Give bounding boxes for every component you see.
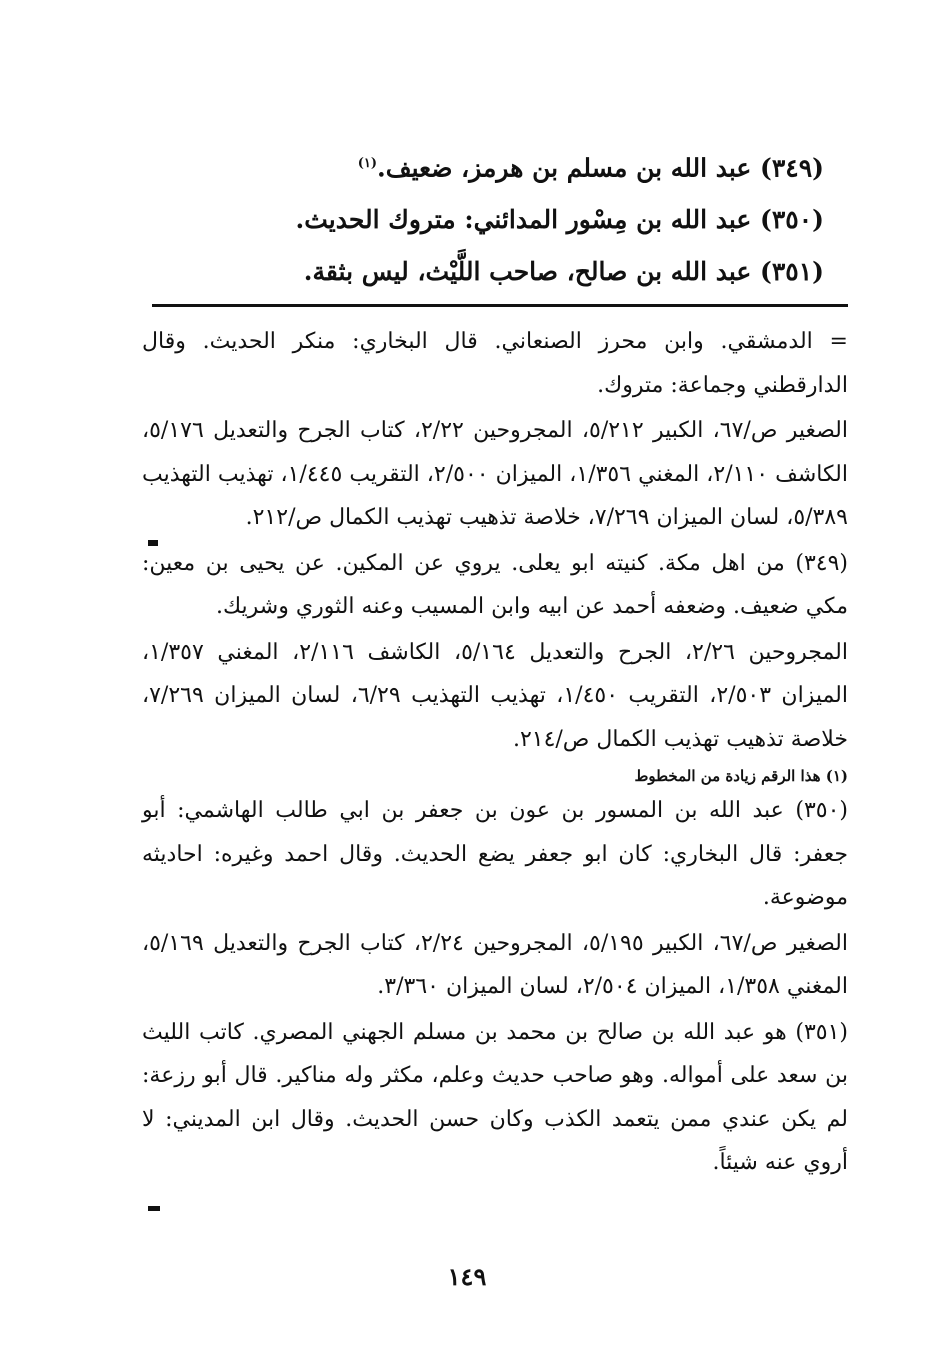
note-continuation: = الدمشقي. وابن محرز الصنعاني. قال البخاري: منكر الحديث. وقال الدارقطني وجماعة: متروك. [142, 329, 848, 398]
main-entries [295, 138, 824, 298]
note-351: (٣٥١) هو عبد الله بن صالح بن محمد بن مسلم الجهني المصري. كاتب الليث بن سعد على أمواله. وهو صاحب حديث وعلم، مكثر وله مناكير. قال أبو رزعة: لم يكن عندي ممن يتعمد الكذب وكان حسن الحديث. وقال ابن المديني: لا أروي عنه شيئاً. [142, 1019, 848, 1175]
footnote: (١) هذا الرقم زيادة من المخطوط [634, 767, 848, 785]
entry-349-text: (٣٤٩) عبد الله بن مسلم بن هرمز، ضعيف. [377, 153, 824, 183]
continuation-marker [148, 1206, 160, 1211]
entry-350: (٣٥٠) عبد الله بن مِسْور المدائني: متروك الحديث. [295, 205, 824, 235]
separator-rule [152, 304, 848, 307]
page-number: ١٤٩ [447, 1262, 487, 1291]
entry-351: (٣٥١) عبد الله بن صالح، صاحب اللَّيْث، ليس بثقة. [303, 257, 824, 287]
notes-section [142, 320, 848, 1187]
note-349-sources: المجروحين ٢/٢٦، الجرح والتعديل ٥/١٦٤، الكاشف ٢/١١٦، المغني ١/٣٥٧، الميزان ٢/٥٠٣، التقريب ١/٤٥٠، تهذيب التهذيب ٦/٢٩، لسان الميزان ٧/٢٦٩، خلاصة تذهيب تهذيب الكمال ص/٢١٤. [142, 639, 848, 752]
entry-349 [320, 138, 824, 194]
note-349: (٣٤٩) من اهل مكة. كنيته ابو يعلى. يروي عن المكين. عن يحيى بن معين: مكي ضعيف. وضعفه أحمد عن ابيه وابن المسيب وعنه الثوري وشريك. [142, 550, 848, 619]
footnote-reference: (١) [357, 156, 378, 171]
note-350-sources: الصغير ص/٦٧، الكبير ٥/١٩٥، المجروحين ٢/٢٤، كتاب الجرح والتعديل ٥/١٦٩، المغني ١/٣٥٨، الميزان ٢/٥٠٤، لسان الميزان ٣/٣٦٠. [142, 930, 848, 999]
end-marker [148, 540, 158, 546]
note-350: (٣٥٠) عبد الله بن المسور بن عون بن جعفر بن ابي طالب الهاشمي: أبو جعفر: قال البخاري: كان ابو جعفر يضع الحديث. وقال احمد وغيره: احاديثه موضوعة. [142, 798, 848, 910]
note-continuation-sources: الصغير ص/٦٧، الكبير ٥/٢١٢، المجروحين ٢/٢٢، كتاب الجرح والتعديل ٥/١٧٦، الكاشف ٢/١١٠، المغني ١/٣٥٦، الميزان ٢/٥٠٠، التقريب ١/٤٤٥، تهذيب التهذيب ٥/٣٨٩، لسان الميزان ٧/٢٦٩، خلاصة تذهيب تهذيب الكمال ص/٢١٢. [142, 418, 848, 530]
